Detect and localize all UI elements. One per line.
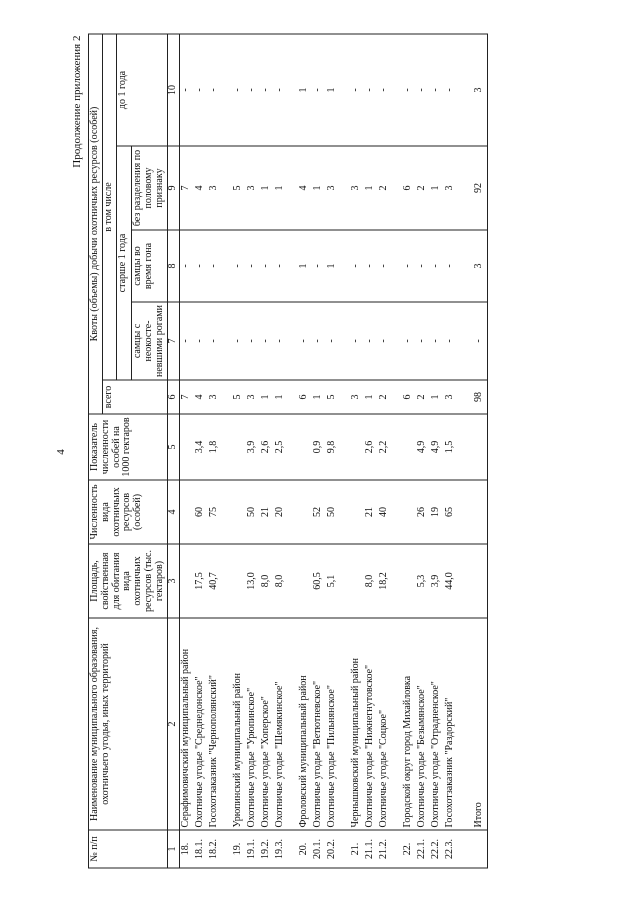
row-value: 1 (312, 146, 326, 230)
spacer-cell (288, 380, 298, 414)
row-value: 8,0 (274, 544, 288, 618)
spacer-cell (340, 230, 350, 302)
spacer-cell (222, 230, 232, 302)
spacer-cell (288, 618, 298, 830)
row-value: - (274, 34, 288, 146)
table-row (350, 34, 364, 868)
row-value: 4,9 (416, 414, 430, 480)
spacer-cell (458, 34, 468, 146)
row-value: - (194, 302, 208, 380)
table-row (430, 34, 444, 868)
row-value: 3 (444, 146, 458, 230)
row-value: 3 (350, 380, 364, 414)
spacer-cell (288, 34, 298, 146)
table-row (444, 34, 458, 868)
table-body (179, 34, 487, 868)
row-value: 1 (298, 34, 312, 146)
table-row (274, 34, 288, 868)
spacer-cell (340, 34, 350, 146)
row-value: 4,9 (430, 414, 444, 480)
row-value: - (232, 302, 246, 380)
spacer-cell (392, 230, 402, 302)
row-value: 3 (444, 380, 458, 414)
row-value: - (246, 302, 260, 380)
row-value: 2 (378, 146, 392, 230)
row-value (232, 414, 246, 480)
row-name: Госохотзаказник "Чернополянский" (208, 618, 222, 830)
header-density: Показатель численности особей на 1000 гектаров (89, 414, 168, 480)
row-value (350, 480, 364, 544)
row-value: - (350, 230, 364, 302)
row-value: - (444, 302, 458, 380)
spacer-cell (458, 618, 468, 830)
row-value: - (350, 34, 364, 146)
row-value: - (378, 34, 392, 146)
col-index: 7 (167, 302, 179, 380)
row-name: Итого (468, 618, 488, 830)
row-value: - (444, 230, 458, 302)
row-value: 60 (194, 480, 208, 544)
col-index: 6 (167, 380, 179, 414)
row-name: Серафимовичский муниципальный район (179, 618, 194, 830)
row-value: - (416, 34, 430, 146)
row-value: 50 (246, 480, 260, 544)
row-number: 18.2. (208, 830, 222, 868)
spacer-cell (458, 830, 468, 868)
row-value: - (402, 230, 416, 302)
quota-table (88, 33, 488, 868)
row-number: 20. (298, 830, 312, 868)
spacer-cell (288, 544, 298, 618)
row-name: Фроловский муниципальный район (298, 618, 312, 830)
row-value: 2 (416, 380, 430, 414)
row-value: - (430, 34, 444, 146)
row-value (350, 414, 364, 480)
row-value: - (468, 302, 488, 380)
row-value: 1 (430, 380, 444, 414)
row-value: 0,9 (312, 414, 326, 480)
row-value: 2,5 (274, 414, 288, 480)
continuation-caption: Продолжение приложения 2 (71, 35, 83, 168)
row-value (402, 480, 416, 544)
row-name: Охотничье угодье "Шемякинское" (274, 618, 288, 830)
row-value (298, 480, 312, 544)
spacer-cell (458, 480, 468, 544)
spacer-cell (392, 830, 402, 868)
spacer-cell (458, 146, 468, 230)
row-value: - (430, 302, 444, 380)
spacer-cell (458, 414, 468, 480)
row-value: 1 (326, 230, 340, 302)
row-value: 3 (326, 146, 340, 230)
row-value: 1 (260, 380, 274, 414)
col-index: 3 (167, 544, 179, 618)
row-value: - (326, 302, 340, 380)
row-name: Городской округ город Михайловка (402, 618, 416, 830)
spacer-cell (288, 146, 298, 230)
row-value: - (208, 230, 222, 302)
row-value: - (444, 34, 458, 146)
row-value: 17,5 (194, 544, 208, 618)
row-name: Охотничье угодье "Соцкое" (378, 618, 392, 830)
spacer-cell (392, 618, 402, 830)
spacer-row (392, 34, 402, 868)
spacer-cell (340, 380, 350, 414)
row-number: 19. (232, 830, 246, 868)
spacer-cell (458, 230, 468, 302)
row-value (350, 544, 364, 618)
col-index: 1 (167, 830, 179, 868)
row-value: 3 (468, 230, 488, 302)
row-value: 52 (312, 480, 326, 544)
spacer-cell (392, 34, 402, 146)
spacer-cell (340, 302, 350, 380)
col-index: 5 (167, 414, 179, 480)
row-value: 3 (246, 146, 260, 230)
row-value: - (312, 302, 326, 380)
row-value: 40,7 (208, 544, 222, 618)
row-number: 21.2. (378, 830, 392, 868)
spacer-cell (392, 544, 402, 618)
col-index: 2 (167, 618, 179, 830)
row-value: 40 (378, 480, 392, 544)
table-row (179, 34, 194, 868)
row-value (468, 414, 488, 480)
table-row (260, 34, 274, 868)
row-value: - (274, 230, 288, 302)
row-value: 19 (430, 480, 444, 544)
header-no-sex: без разделения по половому признаку (132, 146, 167, 230)
row-value: 6 (298, 380, 312, 414)
row-name: Охотничье угодье "Урюпинское" (246, 618, 260, 830)
row-value: - (208, 34, 222, 146)
row-value: 7 (179, 146, 194, 230)
row-value: 1,8 (208, 414, 222, 480)
row-number (468, 830, 488, 868)
row-value (468, 544, 488, 618)
row-value: 3,4 (194, 414, 208, 480)
header-incl: в том числе (102, 34, 117, 380)
row-value: 21 (364, 480, 378, 544)
table-row (232, 34, 246, 868)
spacer-cell (340, 414, 350, 480)
spacer-row (288, 34, 298, 868)
header-num: № п/п (89, 830, 168, 868)
document-page (50, 30, 590, 875)
header-males-horns: самцы с неокосте-невшими рогами (132, 302, 167, 380)
spacer-cell (288, 302, 298, 380)
header-name: Наименование муниципального образования, охотничьего угодья, иных территорий (89, 618, 168, 830)
row-value: - (364, 230, 378, 302)
header-males-rut: самцы во время гона (132, 230, 167, 302)
row-number: 21.1. (364, 830, 378, 868)
row-value: - (378, 302, 392, 380)
row-number: 22.3. (444, 830, 458, 868)
spacer-cell (288, 414, 298, 480)
col-index: 4 (167, 480, 179, 544)
header-area: Площадь, свойственная для обитания вида охотничьих ресурсов (тыс. гектаров) (89, 544, 168, 618)
row-value (402, 544, 416, 618)
spacer-cell (222, 302, 232, 380)
row-value: 3 (246, 380, 260, 414)
col-index: 8 (167, 230, 179, 302)
spacer-cell (222, 380, 232, 414)
row-value: 4 (194, 146, 208, 230)
table-row (326, 34, 340, 868)
header-quota-group: Квоты (объемы) добычи охотничьих ресурсов (особей) (89, 34, 103, 414)
row-value (468, 480, 488, 544)
row-name: Чернышковский муниципальный район (350, 618, 364, 830)
row-value: 1 (274, 146, 288, 230)
row-value: - (364, 302, 378, 380)
row-value: 50 (326, 480, 340, 544)
header-under1: до 1 года (117, 34, 167, 146)
row-value (232, 480, 246, 544)
spacer-cell (222, 414, 232, 480)
row-value: 8,0 (364, 544, 378, 618)
row-number: 22. (402, 830, 416, 868)
row-value: 2 (378, 380, 392, 414)
row-number: 21. (350, 830, 364, 868)
spacer-cell (392, 480, 402, 544)
spacer-cell (392, 380, 402, 414)
spacer-cell (340, 830, 350, 868)
row-name: Охотничье угодье "Отрадненское" (430, 618, 444, 830)
row-value: - (260, 302, 274, 380)
row-value (179, 544, 194, 618)
spacer-row (222, 34, 232, 868)
row-number: 19.2. (260, 830, 274, 868)
row-value: 1 (298, 230, 312, 302)
row-value: 65 (444, 480, 458, 544)
row-value: - (260, 34, 274, 146)
row-value: - (232, 230, 246, 302)
row-value: 6 (402, 146, 416, 230)
row-value: 60,5 (312, 544, 326, 618)
header-older: старше 1 года (117, 146, 132, 380)
row-value: - (232, 34, 246, 146)
row-value: - (298, 302, 312, 380)
spacer-cell (392, 302, 402, 380)
row-number: 20.1. (312, 830, 326, 868)
row-value: - (402, 34, 416, 146)
table-row (298, 34, 312, 868)
row-value (179, 414, 194, 480)
row-value (179, 480, 194, 544)
spacer-cell (222, 544, 232, 618)
row-name: Охотничье угодье "Безымянское" (416, 618, 430, 830)
row-value: 2,6 (364, 414, 378, 480)
spacer-cell (340, 146, 350, 230)
row-value: 1 (274, 380, 288, 414)
row-value: 26 (416, 480, 430, 544)
row-value: 1 (326, 34, 340, 146)
spacer-cell (222, 34, 232, 146)
row-value: 4 (298, 146, 312, 230)
row-value: 1 (364, 380, 378, 414)
row-value: - (378, 230, 392, 302)
row-value: 3,9 (430, 544, 444, 618)
row-value: 3 (468, 34, 488, 146)
row-name: Охотничье угодье "Пильнянское" (326, 618, 340, 830)
row-value: 1 (260, 146, 274, 230)
row-name: Урюпинский муниципальный район (232, 618, 246, 830)
row-value: 5 (232, 380, 246, 414)
spacer-cell (458, 544, 468, 618)
row-value: 3 (350, 146, 364, 230)
row-value: 1,5 (444, 414, 458, 480)
row-number: 18. (179, 830, 194, 868)
row-value: 92 (468, 146, 488, 230)
row-value: 98 (468, 380, 488, 414)
spacer-cell (222, 480, 232, 544)
row-value: - (179, 302, 194, 380)
spacer-cell (340, 544, 350, 618)
row-name: Госохотзаказник "Раздорский" (444, 618, 458, 830)
row-value (298, 544, 312, 618)
table-row (246, 34, 260, 868)
row-value: - (402, 302, 416, 380)
row-value: 2,6 (260, 414, 274, 480)
row-value: - (179, 34, 194, 146)
table-row (194, 34, 208, 868)
row-value: - (350, 302, 364, 380)
header-population: Численность вида охотничьих ресурсов (особей) (89, 480, 168, 544)
row-name: Охотничье угодье "Нижнегнутовское" (364, 618, 378, 830)
row-value: - (179, 230, 194, 302)
spacer-cell (288, 480, 298, 544)
column-index-row (167, 34, 179, 868)
table-row (312, 34, 326, 868)
row-value: 13,0 (246, 544, 260, 618)
row-value: 20 (274, 480, 288, 544)
row-name: Охотничье угодье "Среднедонское" (194, 618, 208, 830)
row-number: 19.3. (274, 830, 288, 868)
spacer-cell (288, 230, 298, 302)
row-value: 1 (312, 380, 326, 414)
row-value: - (364, 34, 378, 146)
page-number: 4 (55, 449, 67, 455)
row-value: - (194, 230, 208, 302)
col-index: 9 (167, 146, 179, 230)
spacer-cell (458, 302, 468, 380)
spacer-row (340, 34, 350, 868)
table-row (416, 34, 430, 868)
row-value: 21 (260, 480, 274, 544)
row-value: 8,0 (260, 544, 274, 618)
row-value (298, 414, 312, 480)
spacer-cell (222, 830, 232, 868)
row-value: 3 (208, 146, 222, 230)
row-value: 3,9 (246, 414, 260, 480)
row-value: 1 (430, 146, 444, 230)
row-value: 44,0 (444, 544, 458, 618)
row-value: - (430, 230, 444, 302)
row-value: 5 (232, 146, 246, 230)
spacer-cell (392, 414, 402, 480)
row-value: 6 (402, 380, 416, 414)
row-value: 7 (179, 380, 194, 414)
header-total: всего (102, 380, 167, 414)
table-row (208, 34, 222, 868)
row-value (232, 544, 246, 618)
row-value: 1 (364, 146, 378, 230)
row-value: 2 (416, 146, 430, 230)
row-value: 5,3 (416, 544, 430, 618)
row-number: 20.2. (326, 830, 340, 868)
spacer-cell (222, 618, 232, 830)
row-value: - (312, 34, 326, 146)
row-value: 3 (208, 380, 222, 414)
row-value: 18,2 (378, 544, 392, 618)
spacer-cell (222, 146, 232, 230)
spacer-cell (340, 618, 350, 830)
row-value: - (274, 302, 288, 380)
spacer-cell (340, 480, 350, 544)
row-value: 5 (326, 380, 340, 414)
total-row (468, 34, 488, 868)
row-value: - (246, 230, 260, 302)
row-name: Охотничье угодье "Ветютневское" (312, 618, 326, 830)
spacer-cell (288, 830, 298, 868)
spacer-row (458, 34, 468, 868)
spacer-cell (458, 380, 468, 414)
row-value: - (416, 302, 430, 380)
row-value: 75 (208, 480, 222, 544)
col-index: 10 (167, 34, 179, 146)
row-value: 9,8 (326, 414, 340, 480)
row-value: - (312, 230, 326, 302)
row-number: 22.2. (430, 830, 444, 868)
table-row (402, 34, 416, 868)
row-value: - (246, 34, 260, 146)
row-value: - (416, 230, 430, 302)
row-number: 22.1. (416, 830, 430, 868)
spacer-cell (392, 146, 402, 230)
row-value (402, 414, 416, 480)
table-row (378, 34, 392, 868)
row-number: 18.1. (194, 830, 208, 868)
row-value: - (194, 34, 208, 146)
row-value: - (208, 302, 222, 380)
row-value: 2,2 (378, 414, 392, 480)
row-value: 5,1 (326, 544, 340, 618)
table-row (364, 34, 378, 868)
row-value: - (260, 230, 274, 302)
row-number: 19.1. (246, 830, 260, 868)
row-name: Охотничье угодье "Хоперское" (260, 618, 274, 830)
row-value: 4 (194, 380, 208, 414)
